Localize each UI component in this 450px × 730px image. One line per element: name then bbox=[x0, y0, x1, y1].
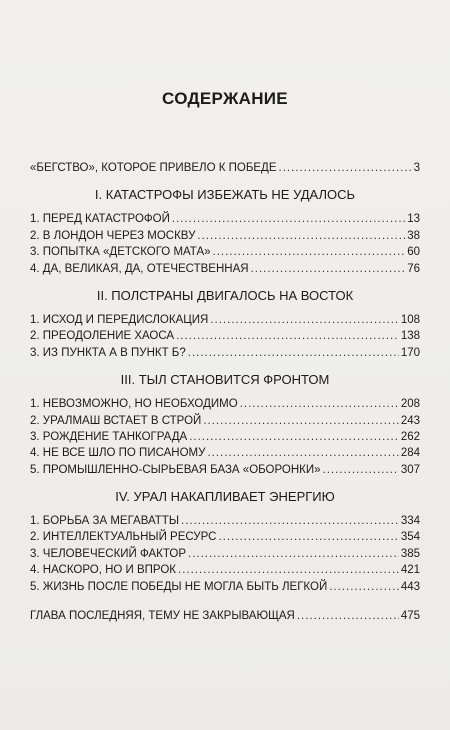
toc-entry bbox=[30, 579, 420, 595]
dot-leader bbox=[279, 160, 412, 176]
toc-entry bbox=[30, 312, 420, 328]
table-of-contents bbox=[30, 160, 420, 624]
toc-entry-page: 60 bbox=[407, 246, 420, 259]
toc-entry-final bbox=[30, 608, 420, 624]
toc-entry bbox=[30, 429, 420, 445]
dot-leader bbox=[213, 244, 406, 260]
toc-entry-page: 307 bbox=[400, 463, 420, 476]
toc-entry-label: 3. ЧЕЛОВЕЧЕСКИЙ ФАКТОР bbox=[30, 547, 187, 560]
dot-leader bbox=[188, 546, 399, 562]
toc-entry bbox=[30, 513, 420, 529]
dot-leader bbox=[210, 312, 398, 328]
toc-entry bbox=[30, 244, 420, 260]
toc-entry bbox=[30, 345, 420, 361]
toc-entry-label: 3. РОЖДЕНИЕ ТАНКОГРАДА bbox=[30, 430, 188, 443]
toc-entry-label: 4. НЕ ВСЕ ШЛО ПО ПИСАНОМУ bbox=[30, 447, 206, 460]
toc-entry-label: ГЛАВА ПОСЛЕДНЯЯ, ТЕМУ НЕ ЗАКРЫВАЮЩАЯ bbox=[30, 610, 295, 623]
toc-entry-page: 354 bbox=[400, 531, 420, 544]
dot-leader bbox=[181, 513, 399, 529]
toc-entry-page: 76 bbox=[407, 262, 420, 275]
toc-entry bbox=[30, 328, 420, 344]
toc-entry bbox=[30, 562, 420, 578]
dot-leader bbox=[240, 396, 399, 412]
toc-entry bbox=[30, 445, 420, 461]
dot-leader bbox=[329, 579, 399, 595]
dot-leader bbox=[176, 328, 399, 344]
toc-entry-page: 334 bbox=[400, 515, 420, 528]
dot-leader bbox=[207, 445, 398, 461]
dot-leader bbox=[189, 429, 399, 445]
toc-entry-label: 1. БОРЬБА ЗА МЕГАВАТТЫ bbox=[30, 515, 180, 528]
toc-entry-page: 262 bbox=[400, 430, 420, 443]
dot-leader bbox=[178, 562, 399, 578]
dot-leader bbox=[251, 261, 406, 277]
toc-entry-label: 3. ИЗ ПУНКТА А В ПУНКТ Б? bbox=[30, 346, 186, 359]
toc-entry bbox=[30, 546, 420, 562]
dot-leader bbox=[172, 211, 405, 227]
toc-entry bbox=[30, 529, 420, 545]
page-title: СОДЕРЖАНИЕ bbox=[162, 89, 288, 108]
dot-leader bbox=[188, 345, 399, 361]
toc-entry-label: 5. ПРОМЫШЛЕННО-СЫРЬЕВАЯ БАЗА «ОБОРОНКИ» bbox=[30, 463, 321, 476]
toc-entry-page: 385 bbox=[400, 547, 420, 560]
dot-leader bbox=[197, 228, 405, 244]
part-heading-3: III. ТЫЛ СТАНОВИТСЯ ФРОНТОМ bbox=[120, 372, 330, 388]
dot-leader bbox=[297, 608, 399, 624]
toc-entry bbox=[30, 211, 420, 227]
toc-entry-intro bbox=[30, 160, 420, 176]
toc-entry bbox=[30, 228, 420, 244]
toc-entry-label: 4. НАСКОРО, НО И ВПРОК bbox=[30, 564, 176, 577]
toc-entry-page: 3 bbox=[413, 162, 420, 174]
toc-entry-label: 2. ИНТЕЛЛЕКТУАЛЬНЫЙ РЕСУРС bbox=[30, 531, 217, 544]
toc-entry-page: 443 bbox=[400, 580, 420, 593]
toc-entry-page: 421 bbox=[400, 564, 420, 577]
toc-entry-label: 2. В ЛОНДОН ЧЕРЕЗ МОСКВУ bbox=[30, 229, 196, 242]
spacer bbox=[30, 595, 420, 608]
toc-entry-label: 4. ДА, ВЕЛИКАЯ, ДА, ОТЕЧЕСТВЕННАЯ bbox=[30, 262, 249, 275]
toc-entry-page: 475 bbox=[400, 610, 420, 623]
toc-entry bbox=[30, 396, 420, 412]
dot-leader bbox=[323, 462, 399, 478]
toc-entry-label: 1. ИСХОД И ПЕРЕДИСЛОКАЦИЯ bbox=[30, 313, 209, 326]
toc-entry-label: 1. НЕВОЗМОЖНО, НО НЕОБХОДИМО bbox=[30, 398, 238, 411]
toc-entry-label: 5. ЖИЗНЬ ПОСЛЕ ПОБЕДЫ НЕ МОГЛА БЫТЬ ЛЕГКОЙ bbox=[30, 580, 328, 593]
part-heading-2: II. ПОЛСТРАНЫ ДВИГАЛОСЬ НА ВОСТОК bbox=[96, 287, 354, 303]
toc-entry-label: 2. УРАЛМАШ ВСТАЕТ В СТРОЙ bbox=[30, 414, 202, 427]
toc-entry-page: 170 bbox=[400, 346, 420, 359]
part-heading-1: I. КАТАСТРОФЫ ИЗБЕЖАТЬ НЕ УДАЛОСЬ bbox=[94, 187, 356, 203]
toc-entry bbox=[30, 413, 420, 429]
toc-entry bbox=[30, 462, 420, 478]
toc-entry-label: 3. ПОПЫТКА «ДЕТСКОГО МАТА» bbox=[30, 246, 211, 259]
toc-entry-page: 38 bbox=[407, 229, 420, 242]
toc-entry-page: 243 bbox=[400, 414, 420, 427]
toc-entry-page: 108 bbox=[400, 313, 420, 326]
part-heading-4: IV. УРАЛ НАКАПЛИВАЕТ ЭНЕРГИЮ bbox=[115, 489, 335, 505]
toc-entry-label: 2. ПРЕОДОЛЕНИЕ ХАОСА bbox=[30, 330, 175, 343]
toc-entry-label: «БЕГСТВО», КОТОРОЕ ПРИВЕЛО К ПОБЕДЕ bbox=[30, 162, 277, 174]
toc-entry-label: 1. ПЕРЕД КАТАСТРОФОЙ bbox=[30, 213, 170, 226]
dot-leader bbox=[218, 529, 398, 545]
toc-entry-page: 13 bbox=[407, 213, 420, 226]
toc-entry-page: 208 bbox=[400, 398, 420, 411]
dot-leader bbox=[203, 413, 399, 429]
toc-entry-page: 138 bbox=[400, 330, 420, 343]
toc-entry-page: 284 bbox=[400, 447, 420, 460]
toc-entry bbox=[30, 261, 420, 277]
